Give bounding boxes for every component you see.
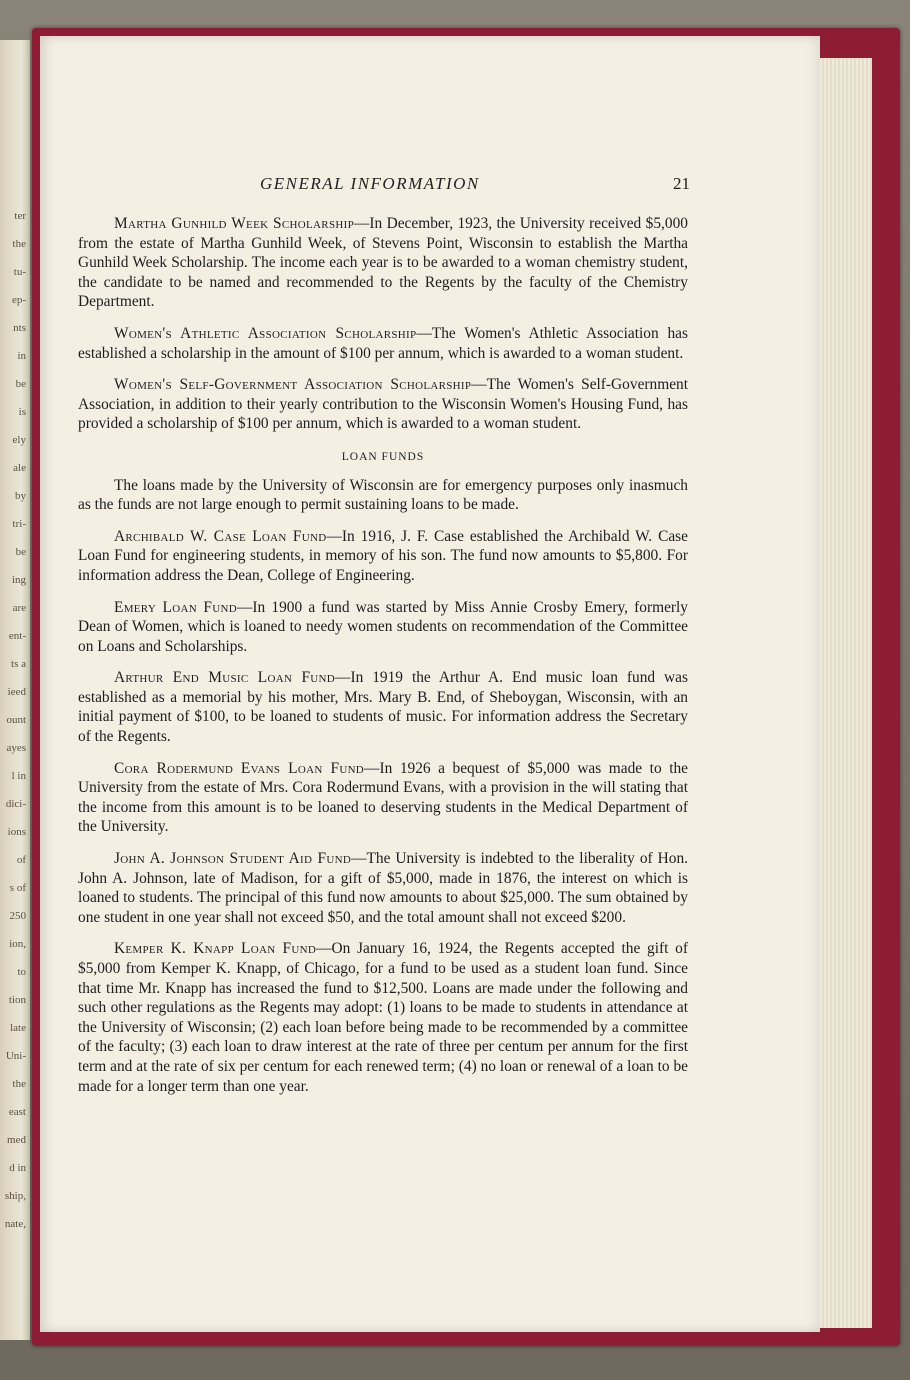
paragraph-head: Martha Gunhild Week Scholarship — [114, 215, 354, 232]
left-page-fragment: is — [18, 406, 26, 418]
left-page-fragment: late — [10, 1022, 26, 1034]
left-page-fragment: l in — [11, 770, 26, 782]
left-page-fragment: are — [12, 602, 26, 614]
page-number: 21 — [673, 174, 690, 193]
paragraph-text: —The University is indebted to the liberality of Hon. John A. Johnson, late of Madison, for a gift of $5,000, made in 1876, the interest on which is loaned to students. The principal of this fund now amounts to about $25,000. The sum obtained by one student in one year shall not exceed $50, and the total amount shall not exceed $200. — [78, 850, 688, 926]
left-page-fragment: ep- — [11, 294, 26, 306]
loan-intro: The loans made by the University of Wisconsin are for emergency purposes only inasmuch as the funds are not large enough to permit sustaining loans to be made. — [78, 476, 688, 514]
left-page-fragment: the — [12, 238, 26, 250]
paragraph-knapp-loan — [78, 939, 688, 1096]
left-page-fragment: ent- — [8, 630, 26, 642]
left-page-fragment: 250 — [9, 910, 26, 922]
paragraph-text: —In 1900 a fund was started by Miss Annie Crosby Emery, formerly Dean of Women, which is loaned to needy women students on recommendation of the Committee on Loans and Scholarships. — [78, 598, 688, 655]
left-page-fragment: be — [15, 378, 26, 390]
left-page-fragment: s of — [9, 882, 26, 894]
left-page-fragment: ely — [12, 434, 26, 446]
left-page-fragment: tu- — [13, 266, 26, 278]
left-page-fragment: in — [17, 350, 26, 362]
left-page-fragment: ts a — [11, 658, 26, 670]
left-page-fragment: nts — [13, 322, 26, 334]
left-page-fragment: ion, — [9, 938, 26, 950]
paragraph-case-loan — [78, 527, 688, 586]
running-header — [78, 174, 690, 196]
paragraph-head: Kemper K. Knapp Loan Fund — [114, 940, 317, 958]
paragraph-text: —In 1926 a bequest of $5,000 was made to the University from the estate of Mrs. Cora Rodermund Evans, with a provision in the will stating that the income from this amount is to be loaned to deserving students in the Medical Department of the University. — [78, 759, 688, 836]
left-page-fragment: to — [17, 966, 26, 978]
left-page-fragment: ale — [13, 462, 26, 474]
left-page-fragment: nate, — [4, 1218, 26, 1230]
left-page-edge — [0, 40, 30, 1340]
paragraph-johnson-aid — [78, 849, 688, 927]
header-title: GENERAL INFORMATION — [260, 174, 480, 193]
paragraph-head: Arthur End Music Loan Fund — [114, 669, 336, 687]
paragraph-head: Archibald W. Case Loan Fund — [114, 527, 327, 545]
paragraph-athletic-scholarship — [78, 324, 688, 363]
left-page-fragment: ing — [11, 574, 26, 586]
paragraph-end-music-loan — [78, 668, 688, 746]
paragraph-self-government-scholarship — [78, 375, 688, 434]
left-page-fragment: d in — [9, 1162, 26, 1174]
left-page-fragment: ship, — [4, 1190, 26, 1202]
paragraph-emery-loan — [78, 598, 688, 657]
left-page-fragment: the — [12, 1078, 26, 1090]
left-page-fragment: ions — [7, 826, 26, 838]
left-page-fragment: of — [16, 854, 26, 866]
paragraph-text: —The Women's Athletic Association has established a scholarship in the amount of $100 per annum, which is awarded to a woman student. — [78, 324, 689, 362]
left-page-fragment: tri- — [12, 518, 26, 530]
left-page-fragment: be — [15, 546, 26, 558]
left-page-fragment: ayes — [6, 742, 26, 754]
left-page-fragment: tion — [8, 994, 26, 1006]
paragraph-text: —On January 16, 1924, the Regents accepted the gift of $5,000 from Kemper K. Knapp, of Chicago, for a fund to be used as a student loan fund. Since that time Mr. Knapp has increased the fund to $12,500. Loans are made under the following and such other regulations as the Regents may adopt: (1) loans to be made to students in attendance at the University of Wisconsin; (2) each loan before being made to be recommended by a committee of the faculty; (3) each loan to draw interest at the rate of three per centum per annum for the first term and at the rate of six per centum for each renewed term; (4) no loan or renewal of a loan to be made for a longer term than one year. — [78, 940, 688, 1095]
paragraph-evans-loan — [78, 759, 688, 837]
left-page-fragment: by — [15, 490, 26, 502]
body-text — [78, 214, 688, 1108]
left-page-fragment: ieed — [7, 686, 26, 698]
paragraph-text: —In December, 1923, the University received $5,000 from the estate of Martha Gunhild Week, of Stevens Point, Wisconsin to establish the Martha Gunhild Week Scholarship. The income each year is to be awarded to a woman chemistry student, the candidate to be named and recommended to the Regents by the faculty of the Chemistry Department. — [78, 215, 688, 311]
left-page-fragment: Uni- — [5, 1050, 26, 1062]
left-page-fragment: dici- — [5, 798, 26, 810]
left-page-fragment: med — [7, 1134, 26, 1146]
paragraph-week-scholarship — [78, 214, 688, 312]
paragraph-head: Women's Athletic Association Scholarship — [114, 324, 417, 342]
left-page-fragment: ter — [14, 210, 26, 222]
paragraph-head: Cora Rodermund Evans Loan Fund — [114, 759, 365, 777]
paragraph-head: Emery Loan Fund — [114, 598, 238, 616]
paragraph-head: John A. Johnson Student Aid Fund — [114, 850, 352, 868]
left-page-fragment: ount — [6, 714, 26, 726]
paragraph-text: —The Women's Self-Government Association, in addition to their yearly contribution to the Wisconsin Women's Housing Fund, has provided a scholarship of $100 per annum, which is awarded to a woman student. — [78, 376, 688, 433]
section-heading: LOAN FUNDS — [341, 450, 425, 463]
paragraph-text: —In 1916, J. F. Case established the Archibald W. Case Loan Fund for engineering students, in memory of his son. The fund now amounts to $5,800. For information address the Dean, College of Engineering. — [78, 527, 688, 584]
paragraph-text: —In 1919 the Arthur A. End music loan fund was established as a memorial by his mother, Mrs. Mary B. End, of Sheboygan, Wisconsin, with an initial payment of $100, to be loaned to students of music. For information address the Secretary of the Regents. — [78, 669, 688, 746]
left-page-fragment: east — [8, 1106, 26, 1118]
paragraph-head: Women's Self-Government Association Scholarship — [114, 376, 472, 394]
